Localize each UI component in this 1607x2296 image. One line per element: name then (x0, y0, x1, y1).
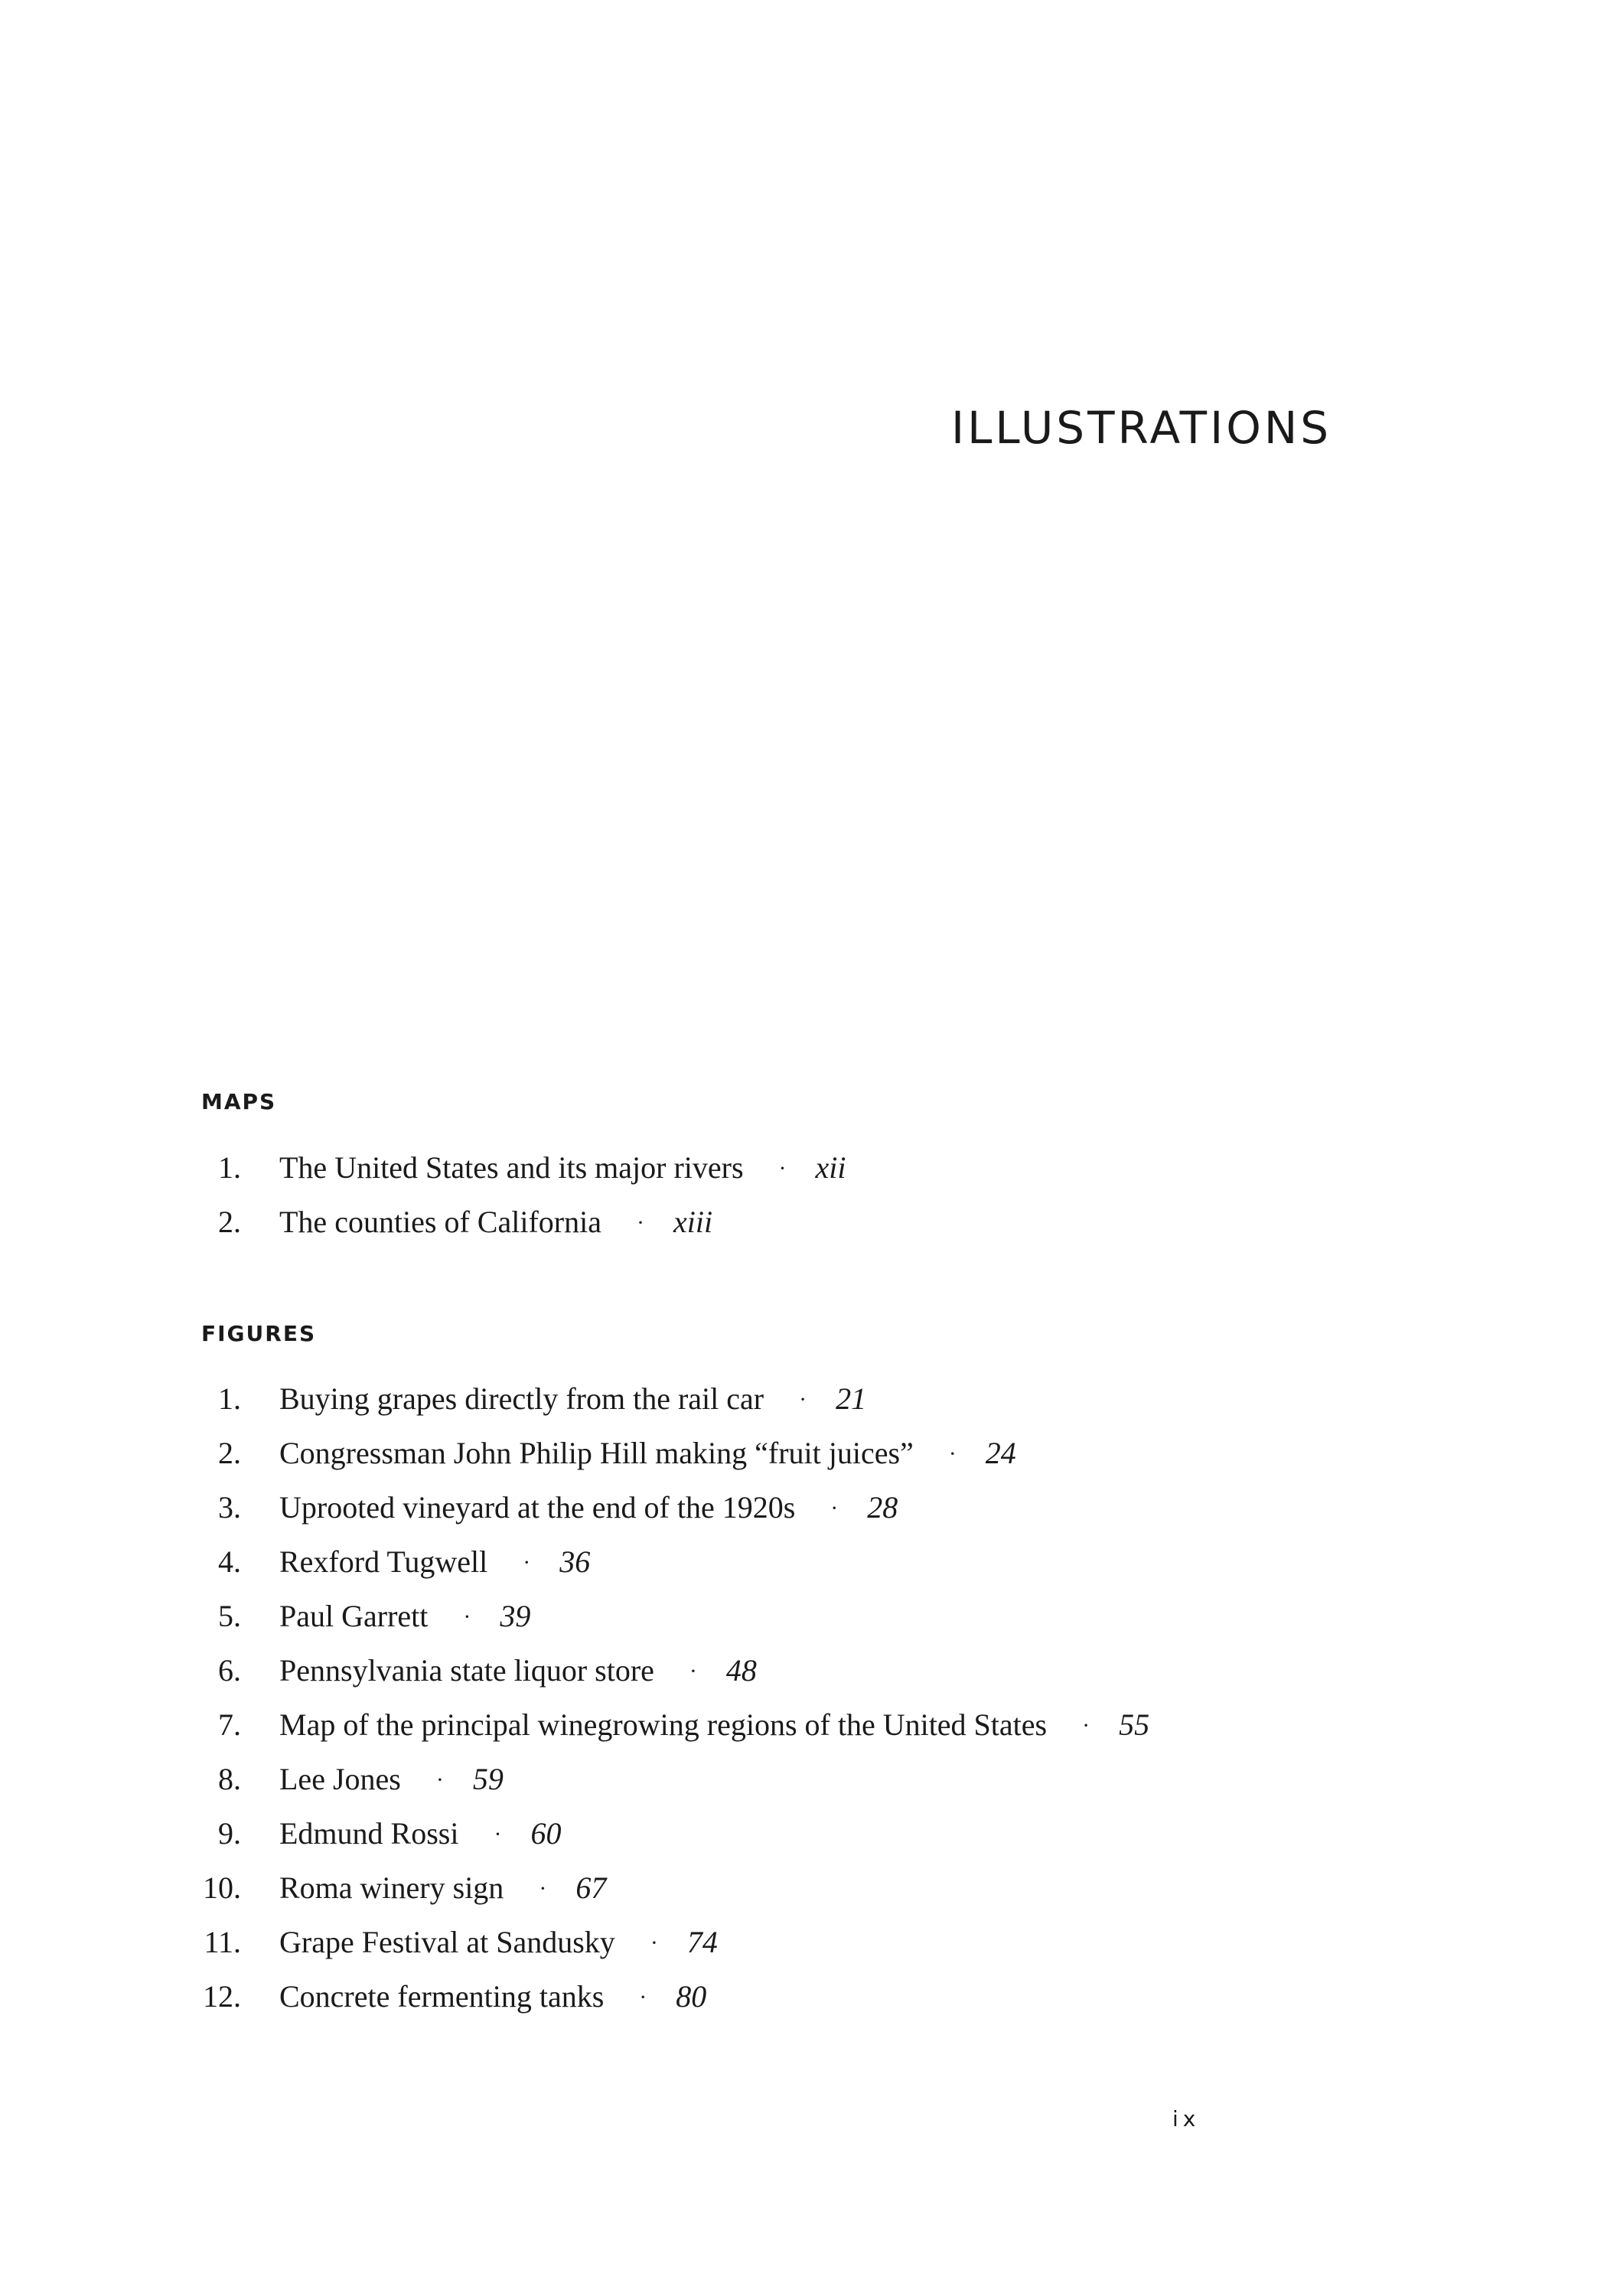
entry-page: 48 (725, 1653, 757, 1688)
entry-title: Concrete fermenting tanks (279, 1979, 605, 2014)
entry-page: xii (815, 1150, 846, 1185)
entry-page: 28 (867, 1490, 898, 1525)
entry-title: Edmund Rossi (279, 1816, 459, 1851)
entry-number: 1. (218, 1150, 241, 1185)
entry-number: 9. (218, 1816, 241, 1851)
figure-entry (0, 1534, 1607, 1589)
entry-page: 24 (985, 1436, 1016, 1470)
entry-title: Congressman John Philip Hill making “fruit juices” (279, 1436, 914, 1470)
figures-heading: FIGURES (201, 1321, 317, 1346)
entry-number: 3. (218, 1490, 241, 1525)
separator-dot: · (1082, 1713, 1090, 1738)
figure-entry (0, 1480, 1607, 1534)
figure-entry (0, 1426, 1607, 1480)
figures-list (0, 1371, 1607, 2024)
separator-dot: · (650, 1930, 658, 1955)
entry-number: 8. (218, 1762, 241, 1796)
entry-page: 36 (559, 1544, 591, 1579)
entry-title: Rexford Tugwell (279, 1544, 488, 1579)
figure-entry (0, 1915, 1607, 1969)
entry-title: Buying grapes directly from the rail car (279, 1381, 764, 1416)
entry-page: 39 (500, 1599, 531, 1633)
entry-number: 12. (203, 1979, 241, 2014)
entry-page: 74 (686, 1925, 718, 1959)
entry-title: Map of the principal winegrowing regions of the United States (279, 1707, 1048, 1742)
separator-dot: · (639, 1985, 647, 2010)
separator-dot: · (539, 1876, 547, 1901)
separator-dot: · (799, 1387, 807, 1412)
separator-dot: · (830, 1495, 839, 1521)
separator-dot: · (463, 1604, 471, 1629)
separator-dot: · (494, 1821, 502, 1847)
map-entry (0, 1195, 1607, 1249)
map-entry (0, 1140, 1607, 1195)
entry-number: 4. (218, 1544, 241, 1579)
entry-page: 55 (1119, 1707, 1150, 1742)
entry-number: 7. (218, 1707, 241, 1742)
entry-number: 6. (218, 1653, 241, 1688)
maps-heading: MAPS (201, 1089, 277, 1114)
maps-list (0, 1140, 1607, 1249)
page-number: ix (1172, 2106, 1201, 2131)
figure-entry (0, 1861, 1607, 1915)
entry-title: Uprooted vineyard at the end of the 1920s (279, 1490, 796, 1525)
entry-page: 60 (530, 1816, 562, 1851)
entry-title: Lee Jones (279, 1762, 401, 1796)
entry-page: 21 (836, 1381, 867, 1416)
separator-dot: · (778, 1156, 787, 1181)
entry-page: 59 (472, 1762, 504, 1796)
entry-title: The counties of California (279, 1205, 601, 1239)
entry-number: 2. (218, 1205, 241, 1239)
separator-dot: · (435, 1767, 444, 1792)
figure-entry (0, 1698, 1607, 1752)
entry-page: 80 (676, 1979, 707, 2014)
figure-entry (0, 1371, 1607, 1426)
entry-title: Roma winery sign (279, 1870, 504, 1905)
figure-entry (0, 1752, 1607, 1806)
entry-number: 5. (218, 1599, 241, 1633)
entry-number: 1. (218, 1381, 241, 1416)
separator-dot: · (523, 1550, 531, 1575)
entry-title: Grape Festival at Sandusky (279, 1925, 615, 1959)
entry-number: 2. (218, 1436, 241, 1470)
entry-page: 67 (575, 1870, 607, 1905)
figure-entry (0, 1806, 1607, 1861)
separator-dot: · (948, 1441, 957, 1466)
entry-number: 10. (203, 1870, 241, 1905)
entry-page: xiii (673, 1205, 713, 1239)
figure-entry (0, 1969, 1607, 2024)
entry-title: The United States and its major rivers (279, 1150, 744, 1185)
entry-title: Paul Garrett (279, 1599, 429, 1633)
figure-entry (0, 1589, 1607, 1643)
separator-dot: · (689, 1658, 697, 1684)
page-title: ILLUSTRATIONS (951, 402, 1332, 454)
figure-entry (0, 1643, 1607, 1698)
entry-title: Pennsylvania state liquor store (279, 1653, 654, 1688)
entry-number: 11. (204, 1925, 241, 1959)
separator-dot: · (636, 1210, 644, 1235)
